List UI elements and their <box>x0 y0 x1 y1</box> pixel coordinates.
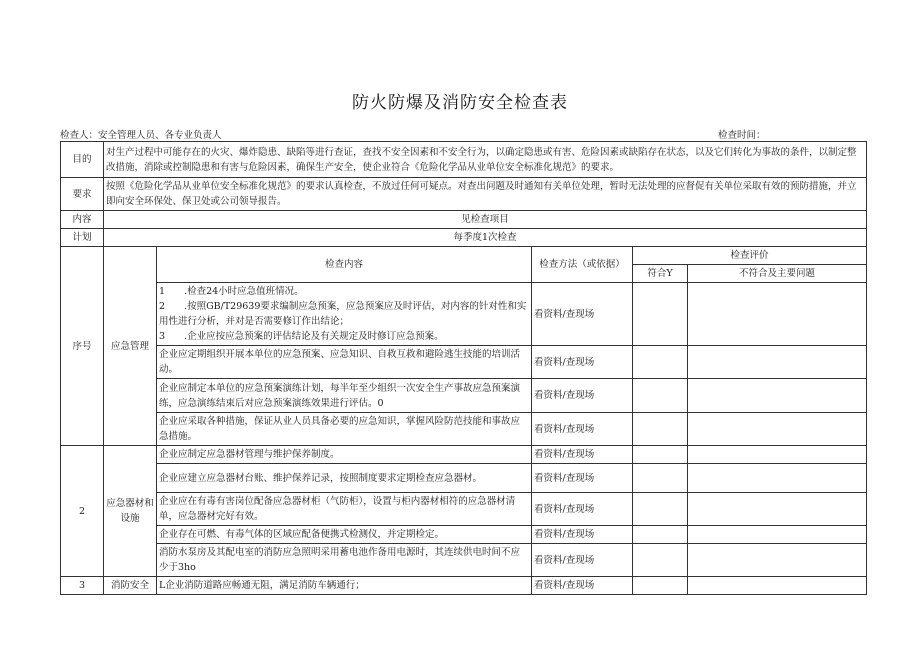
check-item <box>157 283 532 346</box>
table-row <box>61 464 867 493</box>
plan-row <box>61 229 867 247</box>
conform-cell[interactable] <box>633 413 688 446</box>
header-nonconform: 不符合及主要问题 <box>688 265 867 283</box>
check-item: L企业消防道路应畅通无阻，满足消防车辆通行； <box>157 577 532 595</box>
section-seq: 3 <box>61 577 104 595</box>
check-item-line: 1 .检查24小时应急值班情况。 <box>159 286 304 297</box>
check-item: 企业应定期组织开展本单位的应急预案、应急知识、自救互救和避险逃生技能的培训活动。 <box>157 346 532 379</box>
conform-cell[interactable] <box>633 346 688 379</box>
check-item: 企业应制定本单位的应急预案演练计划，每半年至少组织一次安全生产事故应急预案演练，应急演练结束后对应急预案演练效果进行评估。0 <box>157 379 532 413</box>
check-method: 看资料/查现场 <box>532 446 633 464</box>
purpose-text: 对生产过程中可能存在的火灾、爆炸隐患、缺陷等进行查证，查找不安全因素和不安全行为，以确定隐患或有害、危险因素或缺陷存在状态，以及它们转化为事故的条件，以制定整改措施，消除或控制隐患和有害与危险因素，确保生产安全，使企业符合《危险化学品从业单位安全标准化规范》的要求。 <box>104 142 867 178</box>
conform-cell[interactable] <box>633 526 688 544</box>
check-method: 看资料/查现场 <box>532 493 633 526</box>
table-row <box>61 446 867 464</box>
inspect-time-label: 检查时间： <box>718 130 766 141</box>
header-conform: 符合Y <box>633 265 688 283</box>
conform-cell[interactable] <box>633 544 688 577</box>
meta-line <box>60 127 866 141</box>
plan-text: 每季度1次检查 <box>104 229 867 247</box>
table-row <box>61 413 867 446</box>
check-item: 企业应在有毒有害岗位配备应急器材柜（气防柜），设置与柜内器材相符的应急器材清单，应急器材完好有效。 <box>157 493 532 526</box>
check-method: 看资料/查现场 <box>532 544 633 577</box>
section-category: 应急管理 <box>104 247 157 446</box>
nonconform-cell[interactable] <box>688 544 867 577</box>
purpose-label: 目的 <box>61 142 104 178</box>
table-row <box>61 379 867 413</box>
check-method: 看资料/查现场 <box>532 346 633 379</box>
check-method: 看资料/查现场 <box>532 283 633 346</box>
table-row <box>61 346 867 379</box>
check-item: 企业存在可燃、有毒气体的区域应配备便携式检测仪，并定期检定。 <box>157 526 532 544</box>
check-item-line: 2 .按照GB/T29639要求编制应急预案，应急预案应及时评估，对内容的针对性和实用性进行分析，并对是否需要修订作出结论； <box>159 301 527 327</box>
conform-cell[interactable] <box>633 446 688 464</box>
inspector-label: 检查人：安全管理人员、各专业负责人 <box>60 130 222 141</box>
section-category: 应急器材和设施 <box>104 446 157 577</box>
header-method: 检查方法（或依据） <box>532 247 633 283</box>
check-item: 消防水泵房及其配电室的消防应急照明采用蓄电池作备用电源时，其连续供电时间不应少于3ho <box>157 544 532 577</box>
requirement-label: 要求 <box>61 178 104 211</box>
checklist-table <box>60 141 867 595</box>
header-row-1 <box>61 247 867 265</box>
requirement-text: 按照《危险化学品从业单位安全标准化规范》的要求认真检查，不放过任何可疑点。对查出问题及时通知有关单位处理，暂时无法处理的应督促有关单位采取有效的预防措施，并立即向安全环保处、保卫处或公司领导报告。 <box>104 178 867 211</box>
page-title: 防火防爆及消防安全检查表 <box>352 93 568 113</box>
check-item: 企业应建立应急器材台账、维护保养记录，按照制度要求定期检查应急器材。 <box>157 464 532 493</box>
nonconform-cell[interactable] <box>688 413 867 446</box>
header-evaluation: 检查评价 <box>633 247 867 265</box>
nonconform-cell[interactable] <box>688 493 867 526</box>
check-method: 看资料/查现场 <box>532 413 633 446</box>
content-text: 见检查项目 <box>104 211 867 229</box>
section-seq: 序号 <box>61 247 104 446</box>
table-row <box>61 544 867 577</box>
table-row <box>61 283 867 346</box>
header-content: 检查内容 <box>157 247 532 283</box>
nonconform-cell[interactable] <box>688 346 867 379</box>
check-item-line: 3 .企业应按应急预案的评估结论及有关规定及时修订应急预案。 <box>159 331 444 342</box>
plan-label: 计划 <box>61 229 104 247</box>
table-row <box>61 493 867 526</box>
check-method: 看资料/查现场 <box>532 577 633 595</box>
content-label: 内容 <box>61 211 104 229</box>
section-category: 消防安全 <box>104 577 157 595</box>
nonconform-cell[interactable] <box>688 379 867 413</box>
check-item: 企业应制定应急器材管理与维护保养制度。 <box>157 446 532 464</box>
check-method: 看资料/查现场 <box>532 464 633 493</box>
requirement-row <box>61 178 867 211</box>
conform-cell[interactable] <box>633 464 688 493</box>
nonconform-cell[interactable] <box>688 577 867 595</box>
nonconform-cell[interactable] <box>688 446 867 464</box>
check-item: 企业应采取各种措施，保证从业人员具备必要的应急知识，掌握风险防范技能和事故应急措施。 <box>157 413 532 446</box>
nonconform-cell[interactable] <box>688 464 867 493</box>
conform-cell[interactable] <box>633 379 688 413</box>
check-method: 看资料/查现场 <box>532 526 633 544</box>
table-row <box>61 577 867 595</box>
check-method: 看资料/查现场 <box>532 379 633 413</box>
conform-cell[interactable] <box>633 493 688 526</box>
conform-cell[interactable] <box>633 577 688 595</box>
nonconform-cell[interactable] <box>688 283 867 346</box>
purpose-row <box>61 142 867 178</box>
table-row <box>61 526 867 544</box>
conform-cell[interactable] <box>633 283 688 346</box>
content-row <box>61 211 867 229</box>
nonconform-cell[interactable] <box>688 526 867 544</box>
section-seq: 2 <box>61 446 104 577</box>
